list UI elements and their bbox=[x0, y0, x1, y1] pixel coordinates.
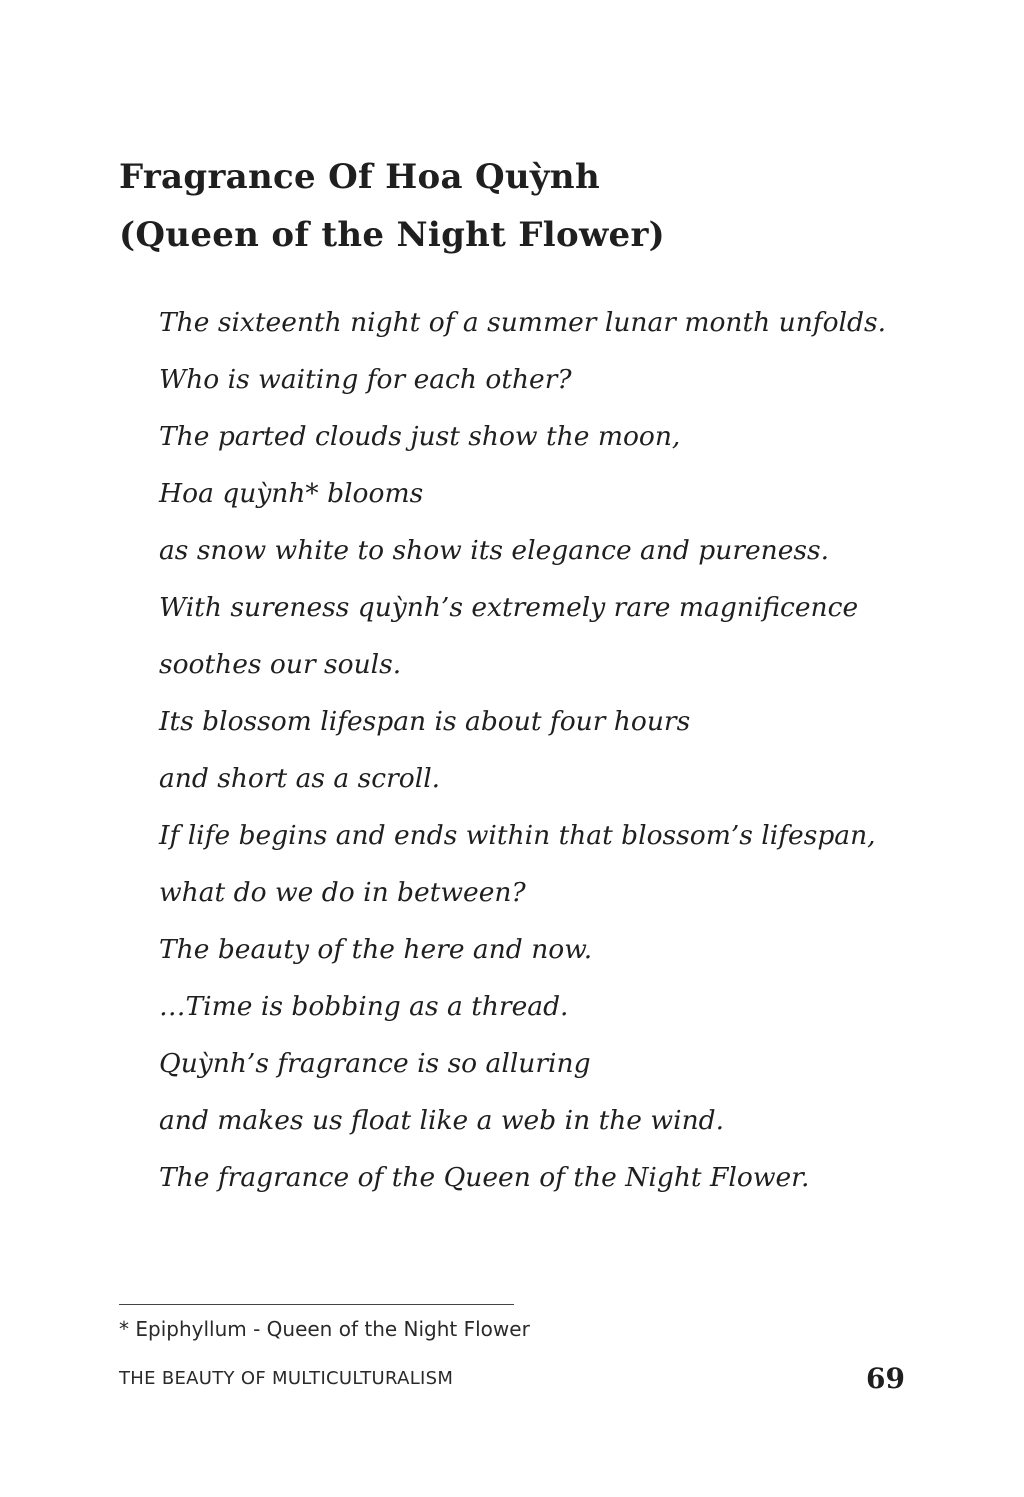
poem-line: and short as a scroll. bbox=[159, 763, 441, 794]
poem-line: what do we do in between? bbox=[159, 877, 526, 908]
poem-line: The parted clouds just show the moon, bbox=[159, 421, 681, 452]
poem-line: Quỳnh’s fragrance is so alluring bbox=[159, 1048, 591, 1079]
poem-line: Hoa quỳnh* blooms bbox=[159, 478, 424, 509]
page-title bbox=[119, 148, 665, 264]
poem-line: soothes our souls. bbox=[159, 649, 402, 680]
running-footer-title: THE BEAUTY OF MULTICULTURALISM bbox=[119, 1368, 454, 1389]
footnote: * Epiphyllum - Queen of the Night Flower bbox=[119, 1317, 530, 1341]
poem-line: …Time is bobbing as a thread. bbox=[159, 991, 569, 1022]
page-number: 69 bbox=[866, 1362, 905, 1395]
poem-line: The fragrance of the Queen of the Night Flower. bbox=[159, 1162, 810, 1193]
poem-line: With sureness quỳnh’s extremely rare magnificence bbox=[159, 592, 859, 623]
poem-line: Who is waiting for each other? bbox=[159, 364, 572, 395]
poem-line: Its blossom lifespan is about four hours bbox=[159, 706, 691, 737]
poem-body bbox=[159, 294, 886, 1206]
poem-line: as snow white to show its elegance and pureness. bbox=[159, 535, 830, 566]
poem-line: The beauty of the here and now. bbox=[159, 934, 593, 965]
poem-line: and makes us float like a web in the wind. bbox=[159, 1105, 725, 1136]
poem-line: If life begins and ends within that blossom’s lifespan, bbox=[159, 820, 876, 851]
title-line-2: (Queen of the Night Flower) bbox=[119, 215, 666, 255]
title-line-1: Fragrance Of Hoa Quỳnh bbox=[119, 157, 600, 197]
poem-line: The sixteenth night of a summer lunar month unfolds. bbox=[159, 307, 886, 338]
footnote-divider bbox=[119, 1304, 514, 1305]
